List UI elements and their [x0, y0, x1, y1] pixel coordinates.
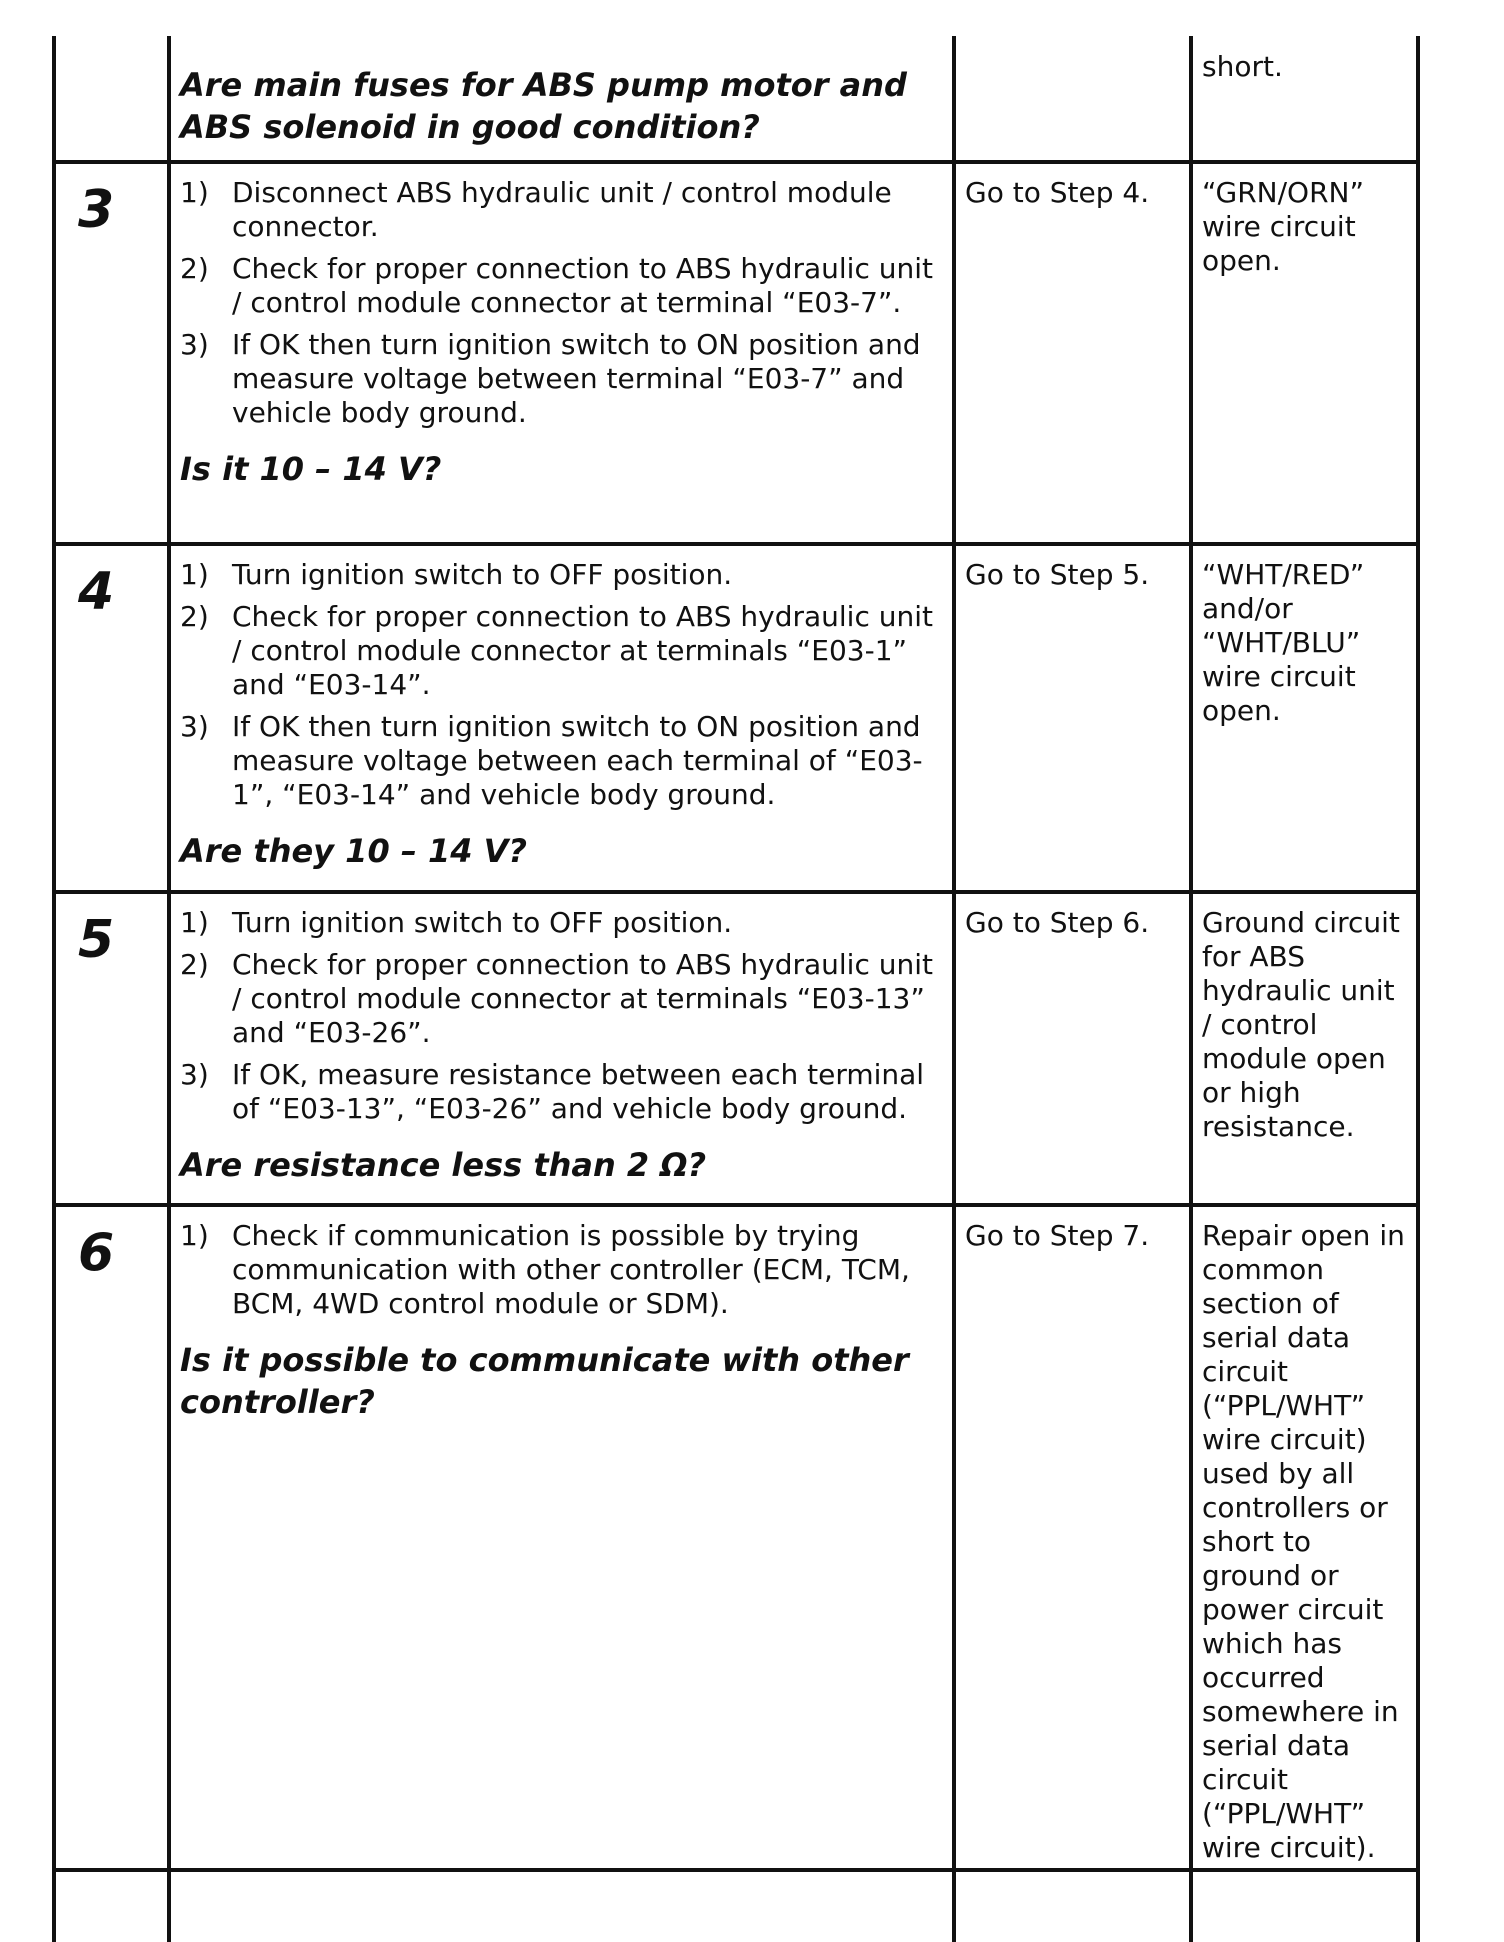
column-rule-step	[167, 36, 171, 1942]
no-result-cell	[1202, 906, 1412, 1144]
yes-result: Go to Step 7.	[965, 1219, 1150, 1252]
no-result-cell	[1202, 50, 1412, 84]
item-text: Check for proper connection to ABS hydraulic unit / control module connector at terminals “E03-13” and “E03-26”.	[232, 948, 933, 1049]
row-rule	[52, 542, 1420, 546]
yes-result: Go to Step 4.	[965, 176, 1150, 209]
item-number: 3)	[180, 328, 209, 361]
step-number: 5	[78, 910, 115, 970]
column-rule-left	[52, 36, 56, 1942]
list-item	[180, 328, 940, 430]
list-item	[180, 176, 940, 244]
question: Are main fuses for ABS pump motor and ABS solenoid in good condition?	[180, 66, 907, 146]
column-rule-yes	[1189, 36, 1193, 1942]
action-cell	[180, 176, 940, 490]
action-cell	[180, 906, 940, 1186]
no-result: “WHT/RED” and/or “WHT/BLU” wire circuit open.	[1202, 558, 1365, 727]
list-item	[180, 252, 940, 320]
question: Is it 10 – 14 V?	[180, 450, 442, 488]
no-result: “GRN/ORN” wire circuit open.	[1202, 176, 1364, 277]
diagnostic-table	[52, 36, 1420, 1942]
question: Is it possible to communicate with other controller?	[180, 1341, 909, 1421]
action-list	[180, 176, 940, 430]
yes-result: Go to Step 5.	[965, 558, 1150, 591]
action-cell	[180, 1219, 940, 1423]
list-item	[180, 948, 940, 1050]
item-number: 3)	[180, 710, 209, 743]
step-number: 6	[78, 1223, 115, 1283]
item-number: 3)	[180, 1058, 209, 1091]
action-list	[180, 1219, 940, 1321]
row-rule	[52, 1868, 1420, 1872]
yes-result-cell	[965, 176, 1185, 210]
no-result: Repair open in common section of serial data circuit (“PPL/WHT” wire circuit) used by all controllers or short to ground or power circuit which has occurred somewhere in serial data circuit (“PPL/WHT” wire circuit).	[1202, 1219, 1405, 1864]
question: Are they 10 – 14 V?	[180, 832, 527, 870]
item-text: If OK then turn ignition switch to ON position and measure voltage between each terminal of “E03-1”, “E03-14” and vehicle body ground.	[232, 710, 923, 811]
item-text: Turn ignition switch to OFF position.	[232, 558, 733, 591]
action-cell	[180, 558, 940, 872]
item-text: Check for proper connection to ABS hydraulic unit / control module connector at terminals “E03-1” and “E03-14”.	[232, 600, 933, 701]
item-number: 1)	[180, 558, 209, 591]
yes-result-cell	[965, 1219, 1185, 1253]
list-item	[180, 1219, 940, 1321]
item-number: 2)	[180, 252, 209, 285]
step-number: 4	[78, 562, 115, 622]
yes-result-cell	[965, 558, 1185, 592]
action-list	[180, 558, 940, 812]
step-number: 3	[78, 180, 115, 240]
item-text: Turn ignition switch to OFF position.	[232, 906, 733, 939]
list-item	[180, 906, 940, 940]
column-rule-action	[952, 36, 956, 1942]
item-text: Check if communication is possible by trying communication with other controller (ECM, TCM, BCM, 4WD control module or SDM).	[232, 1219, 910, 1320]
item-number: 1)	[180, 1219, 209, 1252]
no-result: Ground circuit for ABS hydraulic unit / control module open or high resistance.	[1202, 906, 1400, 1143]
no-result-cell	[1202, 558, 1412, 728]
row-rule	[52, 890, 1420, 894]
action-list	[180, 906, 940, 1126]
row-rule	[52, 160, 1420, 164]
no-result: short.	[1202, 50, 1283, 83]
item-number: 1)	[180, 906, 209, 939]
yes-result-cell	[965, 906, 1185, 940]
column-rule-right	[1416, 36, 1420, 1942]
item-text: Disconnect ABS hydraulic unit / control module connector.	[232, 176, 892, 243]
list-item	[180, 1058, 940, 1126]
item-text: Check for proper connection to ABS hydraulic unit / control module connector at terminal “E03-7”.	[232, 252, 933, 319]
list-item	[180, 558, 940, 592]
item-number: 2)	[180, 600, 209, 633]
question: Are resistance less than 2 Ω?	[180, 1146, 707, 1184]
action-cell	[180, 64, 940, 148]
row-rule	[52, 1203, 1420, 1207]
item-text: If OK then turn ignition switch to ON position and measure voltage between terminal “E03-7” and vehicle body ground.	[232, 328, 921, 429]
yes-result: Go to Step 6.	[965, 906, 1150, 939]
list-item	[180, 600, 940, 702]
item-number: 1)	[180, 176, 209, 209]
item-number: 2)	[180, 948, 209, 981]
list-item	[180, 710, 940, 812]
no-result-cell	[1202, 176, 1412, 278]
no-result-cell	[1202, 1219, 1412, 1865]
item-text: If OK, measure resistance between each terminal of “E03-13”, “E03-26” and vehicle body ground.	[232, 1058, 925, 1125]
